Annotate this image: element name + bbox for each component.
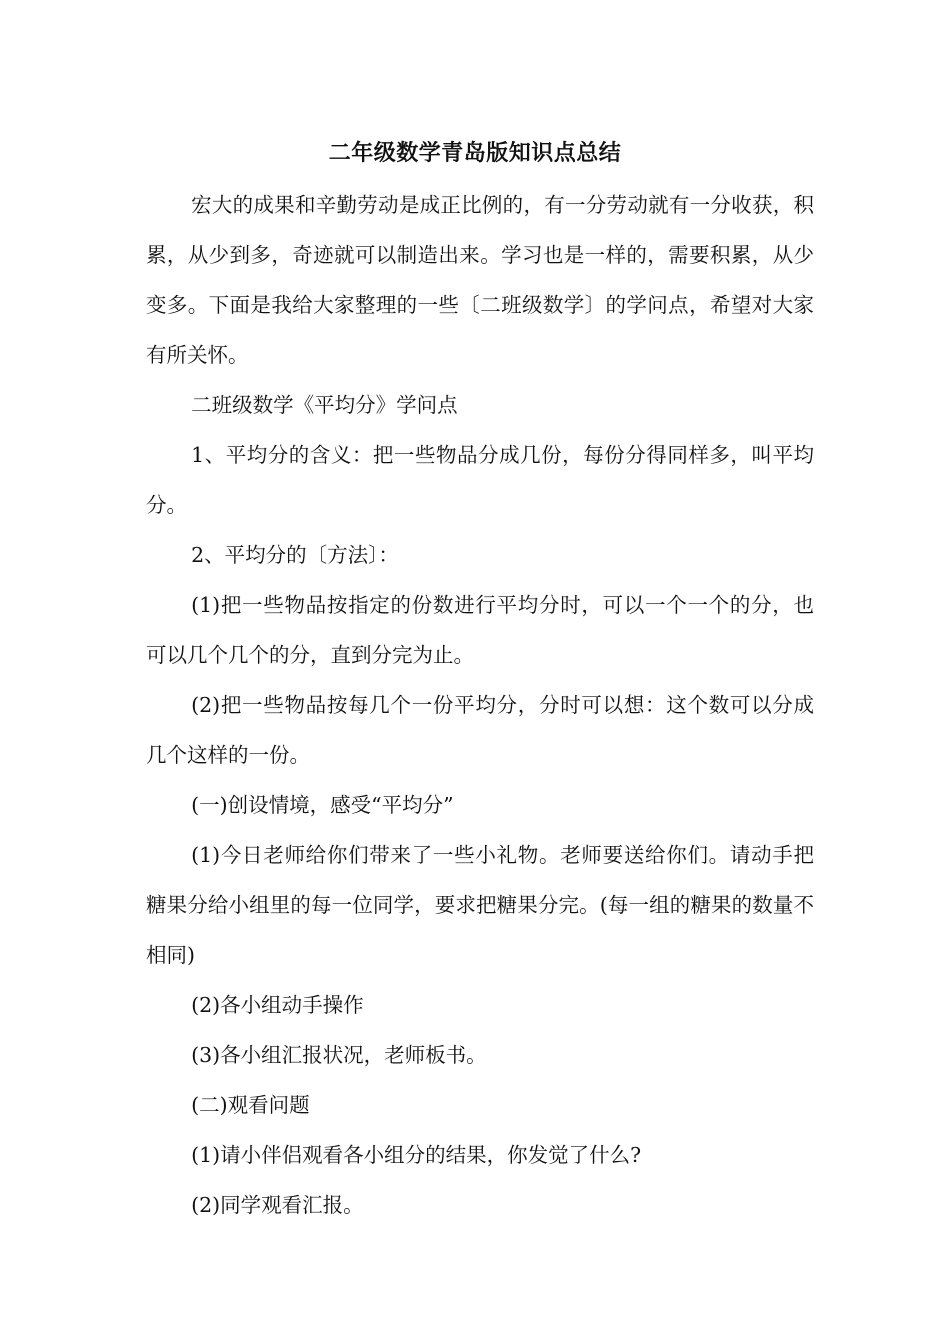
- paragraph-step-1-item-1: (1)今日老师给你们带来了一些小礼物。老师要送给你们。请动手把糖果分给小组里的每一位同学，要求把糖果分完。(每一组的糖果的数量不相同): [146, 843, 814, 967]
- paragraph-section-heading: 二班级数学《平均分》学问点: [191, 393, 458, 417]
- paragraph-method-1: (1)把一些物品按指定的份数进行平均分时，可以一个一个的分，也可以几个几个的分，直到分完为止。: [146, 593, 814, 667]
- paragraph-step-1-heading: (一)创设情境，感受“平均分”: [191, 793, 454, 817]
- paragraph-method-heading: 2、平均分的〔方法〕：: [191, 543, 399, 567]
- paragraph-definition: 1、平均分的含义：把一些物品分成几份，每份分得同样多，叫平均分。: [146, 443, 814, 517]
- paragraph-intro: 宏大的成果和辛勤劳动是成正比例的，有一分劳动就有一分收获，积累，从少到多，奇迹就可以制造出来。学习也是一样的，需要积累，从少变多。下面是我给大家整理的一些〔二班级数学〕的学问点，希望对大家有所关怀。: [146, 193, 814, 367]
- paragraph-step-1-item-2: (2)各小组动手操作: [191, 993, 364, 1017]
- paragraph-step-2-item-1: (1)请小伴侣观看各小组分的结果，你发觉了什么?: [191, 1143, 642, 1167]
- paragraph-step-1-item-3: (3)各小组汇报状况，老师板书。: [191, 1043, 487, 1067]
- document-body: [146, 180, 814, 1230]
- paragraph-step-2-item-2: (2)同学观看汇报。: [191, 1193, 364, 1217]
- paragraph-method-2: (2)把一些物品按每几个一份平均分，分时可以想：这个数可以分成几个这样的一份。: [146, 693, 814, 767]
- document-title: 二年级数学青岛版知识点总结: [328, 141, 622, 166]
- paragraph-step-2-heading: (二)观看问题: [191, 1093, 310, 1117]
